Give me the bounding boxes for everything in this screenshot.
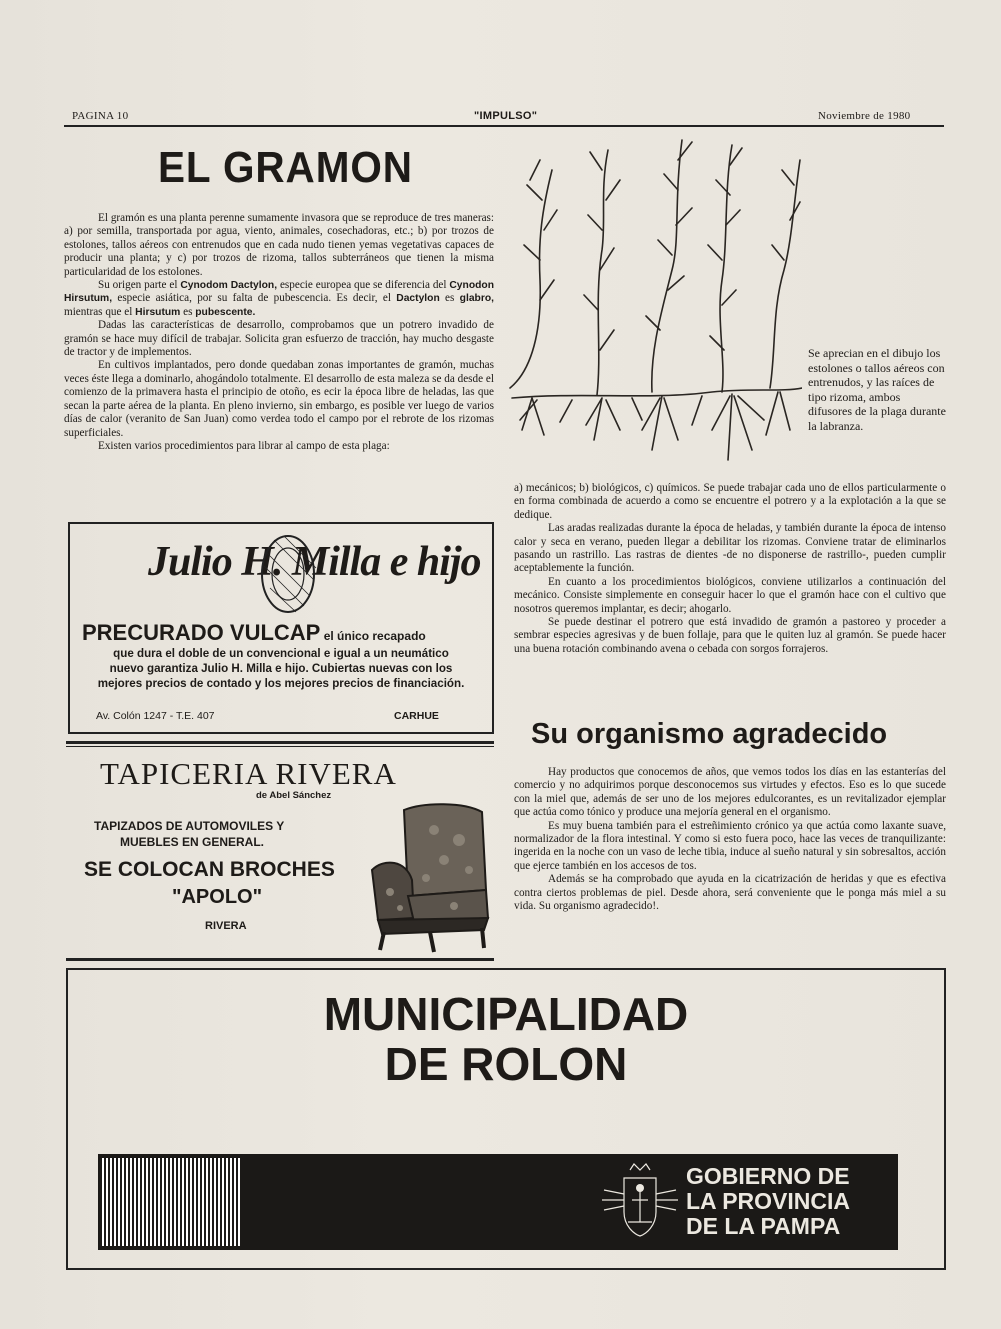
government-banner [98,1154,898,1250]
municipalidad-ad [66,968,946,1270]
milla-brand: Julio H. Milla e hijo [148,539,481,585]
milla-ad-line: mejores precios de contado y los mejores precios de financiación. [97,677,465,690]
article-right-column [514,482,946,656]
government-name [686,1164,850,1239]
article-paragraph: Dadas las características de desarrollo, comprobamos que un potrero invadido de gramón se hace muy difícil de trabajar. Solicita gran esfuerzo de tracción, hay mucho desgaste de tractor y de implementos. [64,319,494,359]
article-paragraph: Además se ha comprobado que ayuda en la cicatrización de heridas y que es efectiva contra ciertos problemas de piel. Desde ahora, será conveniente que le ponga más miel a su vida. Su organismo agradecido!. [514,873,946,913]
article2-body [514,766,946,913]
gramon-plant-illustration [502,130,802,475]
milla-ad-line: que dura el doble de un convencional e igual a un neumático [113,647,449,660]
government-name-line: LA PROVINCIA [686,1188,850,1214]
tapiceria-apolo: "APOLO" [172,886,263,908]
tapiceria-service-line: TAPIZADOS DE AUTOMOVILES Y [94,819,285,833]
article-left-column [64,212,494,453]
issue-date: Noviembre de 1980 [818,110,911,122]
tapiceria-title: TAPICERIA RIVERA [100,756,397,791]
municipalidad-title: MUNICIPALIDAD [323,988,689,1040]
article2-title: Su organismo agradecido [531,718,888,750]
article-paragraph: El gramón es una planta perenne sumamente invasora que se reproduce de tres maneras: a) por semilla, transportada por agua, viento, animales, cosechadoras, etc.; b) por trozos de estolones, tallos aéreos con entrenudos que en cada nudo tienen yemas vegetativas capaces de producir una planta; y c) por trozos de rizoma, tallos subterráneos que tienen la misma particularidad de los estolones. [64,212,494,278]
article-paragraph: Se puede destinar el potrero que está invadido de gramón a pastoreo y proceder a sembrar especies agresivas y de buen follaje, para que le quiten luz al gramón. Se puede hacer una buena rotación combinando avena o cebada con sorgos forrajeros. [514,616,946,655]
milla-ad-line: nuevo garantiza Julio H. Milla e hijo. Cubiertas nuevas con los [109,662,453,675]
la-pampa-coat-of-arms-icon [598,1160,682,1244]
article-paragraph: Hay productos que conocemos de años, que vemos todos los días en las estanterías del comercio y no adquirimos porque desconocemos sus virtudes y efectos. Eso es lo que sucede con la miel que, además de ser uno de los mejores edulcorantes, es un revitalizador ejemplar que actúa como tónico y produce una mejoría general en el organismo. [514,766,946,819]
tapiceria-service-line: MUEBLES EN GENERAL. [120,835,265,849]
article-paragraph: a) mecánicos; b) biológicos, c) químicos. Se puede trabajar cada uno de ellos particularmente o en forma combinada de acuerdo a como se encuentre el potrero y a la explotación a la que se dedique. [514,482,946,521]
illustration-caption: Se aprecian en el dibujo los estolones o tallos aéreos con entrenudos, y las raíces de tipo rizoma, ambos difusores de la plaga durante la labranza. [808,346,946,433]
government-name-line: GOBIERNO DE [686,1163,850,1189]
article-paragraph: Las aradas realizadas durante la época de heladas, y también durante la época de intenso calor y seca en verano, pueden llegar a debilitar los rizomas. Conviene tratar de eliminarlos pasando un rastrillo. Las rastras de dientes -de no disponerse de rastrillo-, pueden cumplir aceptablemente la función. [514,522,946,575]
milla-ad [68,522,494,734]
milla-city: CARHUE [394,710,439,722]
article-paragraph: Existen varios procedimientos para librar al campo de esta plaga: [98,439,390,452]
tapiceria-city: RIVERA [205,920,247,932]
tapiceria-broches: SE COLOCAN BROCHES [84,858,335,881]
milla-headline: PRECURADO VULCAP el único recapado [82,620,426,645]
article-title: EL GRAMON [158,143,413,192]
divider-rule [66,741,494,744]
article-paragraph: Su origen parte el Cynodom Dactylon, especie europea que se diferencia del Cynodon Hirsutum, especie asiática, por su falta de pubescencia. Es decir, el Dactylon es glabro, mientras que el Hirsutum es pubescente. [64,279,494,318]
banner-stripes [102,1158,240,1246]
tapiceria-owner: de Abel Sánchez [256,790,332,801]
article-paragraph: En cultivos implantados, pero donde quedaban zonas importantes de gramón, muchas veces éste llega a dominarlo, ahogándolo totalmente. El desarrollo de esta maleza se da desde el comienzo de la primavera hasta el principio de otoño, es ecir la época libre de heladas, las que secan la parte aérea de la planta. En pleno invierno, sin embargo, es posible ver luego de varios días de calor (veranito de San Juan) como verdea todo el campo por el rebrote de los rizomas superficiales. [64,359,494,439]
divider-rule [66,958,494,961]
article-paragraph: Es muy buena también para el estreñimiento crónico ya que actúa como laxante suave, normalizador de la flora intestinal. Y como si esto fuera poco, hace las veces de tranquilizante: ingerida en la noche con un vaso de leche tibia, induce al sueño natural y sin sobresaltos, acción que ejerce también en los accesos de tos. [514,819,946,872]
municipalidad-subtitle: DE ROLON [384,1038,628,1090]
divider-rule [66,746,494,747]
article-paragraph: En cuanto a los procedimientos biológicos, conviene utilizarlos a continuación del mecánico. Consiste simplemente en conseguir hacer lo que el gramón hace con el cultivo que nosotros queremos implantar, es decir; ahogarlo. [514,575,946,615]
government-name-line: DE LA PAMPA [686,1213,841,1239]
armchair-illustration [364,800,494,955]
newspaper-name: "IMPULSO" [474,110,538,122]
page-number: PAGINA 10 [72,110,129,122]
tapiceria-services [94,818,284,850]
tire-logo-icon [256,532,320,616]
milla-address: Av. Colón 1247 - T.E. 407 [96,710,215,722]
header-rule [64,125,944,127]
